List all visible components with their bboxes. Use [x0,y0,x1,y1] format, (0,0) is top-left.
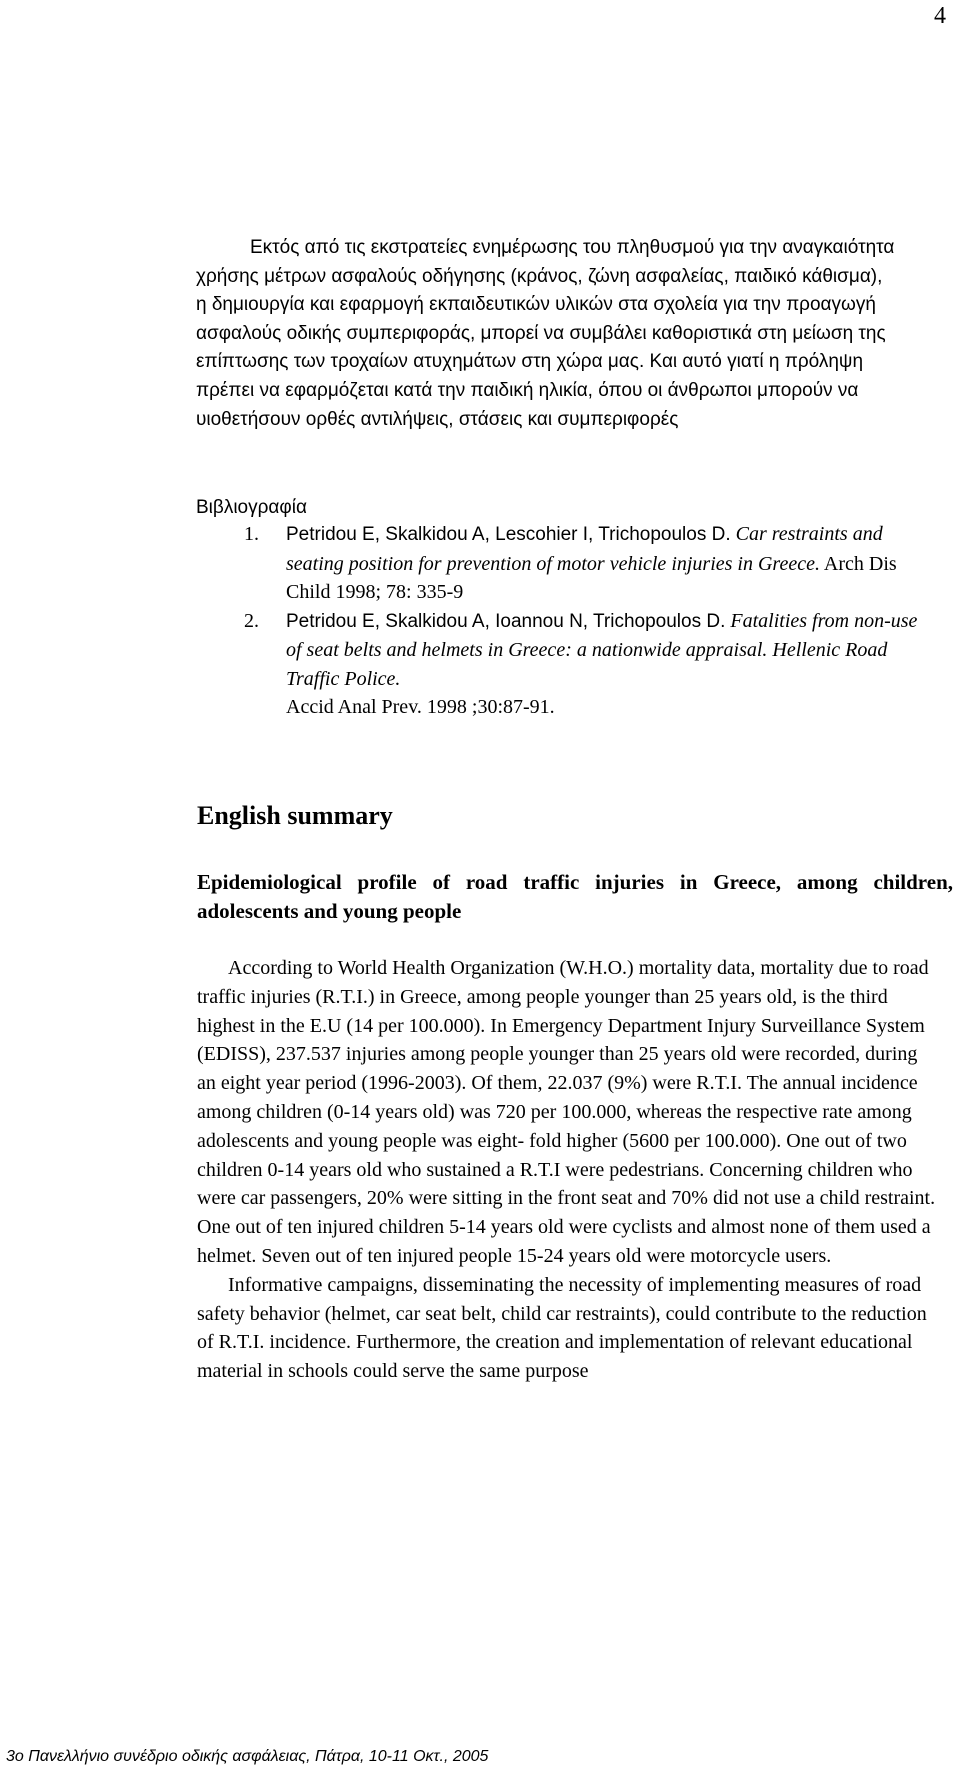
page-footer: 3ο Πανελλήνιο συνέδριο οδικής ασφάλειας, Πάτρα, 10-11 Οκτ., 2005 [6,1748,489,1765]
page-number: 4 [934,3,946,29]
reference-number: 1. [244,523,259,545]
reference-title: Car restraints and seating position for prevention of motor vehicle injuries in Greece. [286,523,883,575]
reference-source: Accid Anal Prev. 1998 ;30:87-91. [286,696,555,718]
english-summary-body [197,954,939,1386]
reference-authors: Petridou E, Skalkidou A, Ioannou N, Trichopoulos D. [286,610,726,632]
reference-number: 2. [244,609,259,632]
greek-paragraph-block [196,234,896,434]
greek-paragraph: Εκτός από τις εκστρατείες ενημέρωσης του πληθυσμού για την αναγκαιότητα χρήσης μέτρων ασφαλούς οδήγησης (κράνος, ζώνη ασφαλείας, παιδικό κάθισμα), η δημιουργία και εφαρμογή εκπαιδευτικών υλικών στα σχολεία για την προαγωγή ασφαλούς οδικής συμπεριφοράς, μπορεί να συμβάλει καθοριστικά στη μείωση της επίπτωσης των τροχαίων ατυχημάτων στη χώρα μας. Και αυτό γιατί η πρόληψη πρέπει να εφαρμόζεται κατά την παιδική ηλικία, όπου οι άνθρωποι μπορούν να υιοθετήσουν ορθές αντιλήψεις, στάσεις και συμπεριφορές [196,237,895,430]
english-summary-title: Epidemiological profile of road traffic injuries in Greece, among children, adolescents and young people [197,870,953,923]
reference-list [196,520,936,722]
reference-item [196,520,936,607]
summary-paragraph: Informative campaigns, disseminating the necessity of implementing measures of road safety behavior (helmet, car seat belt, child car restraints), could contribute to the reduction of R.T.I. incidence. Furthermore, the creation and implementation of relevant educational material in schools could serve the same purpose [197,1273,927,1383]
reference-source: Arch Dis Child 1998; 78: 335-9 [286,552,897,603]
bibliography-title: Βιβλιογραφία [196,497,307,518]
english-summary-heading: English summary [197,801,393,830]
reference-title: Fatalities from non-use of seat belts and helmets in Greece: a nationwide appraisal. Hellenic Road Traffic Police. [286,609,918,690]
summary-paragraph: According to World Health Organization (W.H.O.) mortality data, mortality due to road traffic injuries (R.T.I.) in Greece, among people younger than 25 years old, is the third highest in the E.U (14 per 100.000). In Emergency Department Injury Surveillance System (EDISS), 237.537 injuries among people younger than 25 years old were recorded, during an eight year period (1996-2003). Of them, 22.037 (9%) were R.T.I. The annual incidence among children (0-14 years old) was 720 per 100.000, whereas the respective rate among adolescents and young people was eight- fold higher (5600 per 100.000). One out of two children 0-14 years old who sustained a R.T.I were pedestrians. Concerning children who were car passengers, 20% were sitting in the front seat and 70% did not use a child restraint. One out of ten injured children 5-14 years old were cyclists and almost none of them used a helmet. Seven out of ten injured people 15-24 years old were motorcycle users. [197,957,936,1267]
reference-authors: Petridou E, Skalkidou A, Lescohier I, Trichopoulos D. [286,524,731,545]
reference-item [196,607,936,722]
